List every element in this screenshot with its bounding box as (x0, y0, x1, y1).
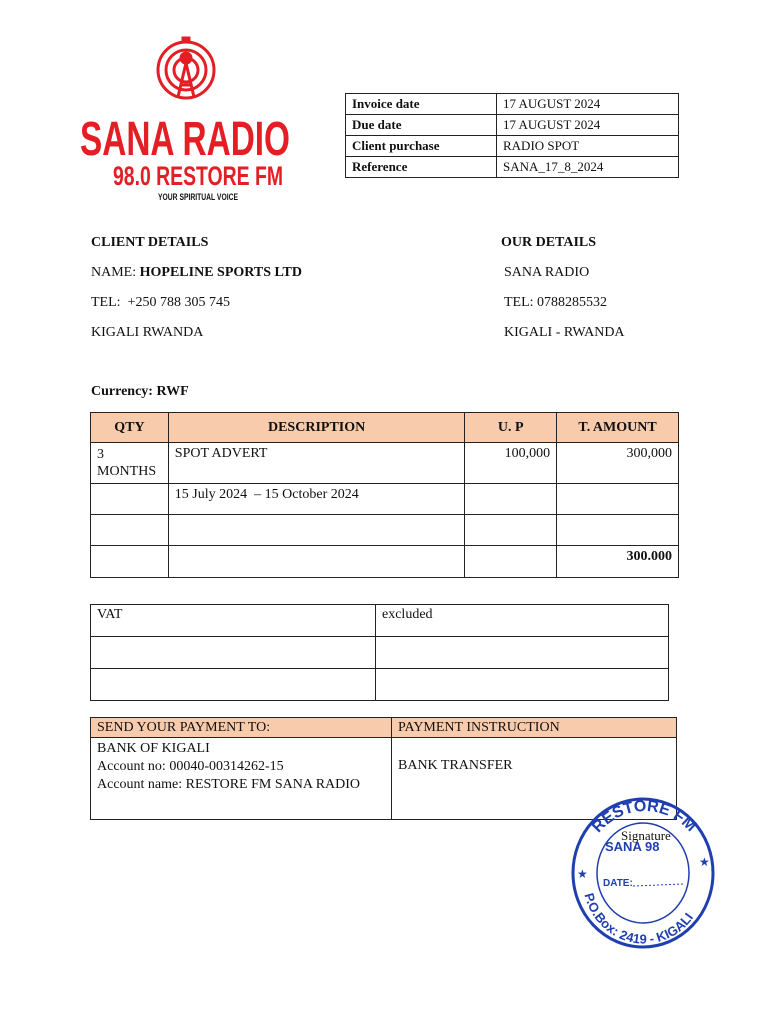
table-row (346, 94, 679, 115)
description-cell (168, 515, 465, 546)
table-row (346, 115, 679, 136)
unit-price-cell (465, 484, 557, 515)
logo-text-sana-radio: SANA RADIO (80, 113, 290, 166)
client-name (91, 265, 302, 281)
our-address: KIGALI - RWANDA (504, 325, 625, 340)
reference-label: Reference (346, 157, 497, 178)
client-purchase-value: RADIO SPOT (497, 136, 679, 157)
table-row (91, 637, 669, 669)
client-address: KIGALI RWANDA (91, 325, 204, 340)
table-row (91, 515, 679, 546)
total-row (91, 546, 679, 578)
table-row (91, 443, 679, 484)
bank-details-cell (91, 738, 392, 820)
qty-cell: 3 MONTHS (91, 443, 169, 484)
col-header-unit-price: U. P (465, 413, 557, 443)
client-purchase-label: Client purchase (346, 136, 497, 157)
stamp-bottom-text: P.O.Box: 2419 - KIGALI (581, 891, 697, 947)
sana-radio-logo (78, 35, 298, 205)
star-icon: ★ (577, 867, 588, 881)
account-name: Account name: RESTORE FM SANA RADIO (97, 777, 361, 792)
due-date-value: 17 AUGUST 2024 (497, 115, 679, 136)
col-header-description: DESCRIPTION (168, 413, 465, 443)
table-row (91, 605, 669, 637)
currency-label: Currency: RWF (91, 384, 189, 399)
table-header-row (91, 718, 677, 738)
qty-cell (91, 484, 169, 515)
total-amount-cell: 300,000 (557, 443, 679, 484)
total-amount-cell (557, 484, 679, 515)
empty-cell (91, 637, 376, 669)
invoice-date-value: 17 AUGUST 2024 (497, 94, 679, 115)
our-details-heading: OUR DETAILS (501, 235, 597, 250)
logo-tagline: YOUR SPIRITUAL VOICE (158, 192, 238, 202)
signature-label: Signature (621, 828, 671, 843)
empty-cell (465, 546, 557, 578)
bank-name: BANK OF KIGALI (97, 741, 210, 756)
due-date-label: Due date (346, 115, 497, 136)
table-row (91, 669, 669, 701)
empty-cell (376, 637, 669, 669)
description-cell: SPOT ADVERT (168, 443, 465, 484)
invoice-info-table (345, 93, 679, 178)
invoice-date-label: Invoice date (346, 94, 497, 115)
stamp-mid-text: SANA 98 (605, 839, 660, 854)
our-tel: TEL: 0788285532 (504, 295, 608, 310)
unit-price-cell (465, 515, 557, 546)
vat-table (90, 604, 669, 701)
radio-tower-icon (158, 37, 214, 98)
star-icon: ★ (699, 855, 710, 869)
empty-cell (91, 669, 376, 701)
reference-value: SANA_17_8_2024 (497, 157, 679, 178)
empty-cell (91, 546, 169, 578)
table-header-row (91, 413, 679, 443)
items-table (90, 412, 679, 578)
stamp-top-text: RESTORE FM (589, 797, 700, 837)
vat-label: VAT (91, 605, 376, 637)
our-name: SANA RADIO (504, 265, 590, 280)
empty-cell (376, 669, 669, 701)
unit-price-cell: 100,000 (465, 443, 557, 484)
total-amount-cell (557, 515, 679, 546)
company-stamp (565, 788, 715, 958)
col-header-qty: QTY (91, 413, 169, 443)
vat-value: excluded (376, 605, 669, 637)
col-header-total-amount: T. AMOUNT (557, 413, 679, 443)
qty-cell (91, 515, 169, 546)
table-row (346, 136, 679, 157)
empty-cell (168, 546, 465, 578)
logo-text-frequency: 98.0 RESTORE FM (113, 161, 283, 191)
table-row (91, 484, 679, 515)
client-tel: TEL: +250 788 305 745 (91, 295, 230, 310)
client-details-heading: CLIENT DETAILS (91, 235, 209, 250)
account-number: Account no: 00040-00314262-15 (97, 759, 284, 774)
payment-instruction-value: BANK TRANSFER (392, 738, 677, 820)
client-name-label: NAME: (91, 265, 140, 280)
payment-instruction-header: PAYMENT INSTRUCTION (392, 718, 677, 738)
table-row (346, 157, 679, 178)
stamp-date-label: DATE: (603, 878, 633, 889)
description-cell: 15 July 2024 – 15 October 2024 (168, 484, 465, 515)
grand-total-cell: 300.000 (557, 546, 679, 578)
send-payment-header: SEND YOUR PAYMENT TO: (91, 718, 392, 738)
client-name-value: HOPELINE SPORTS LTD (139, 265, 302, 280)
